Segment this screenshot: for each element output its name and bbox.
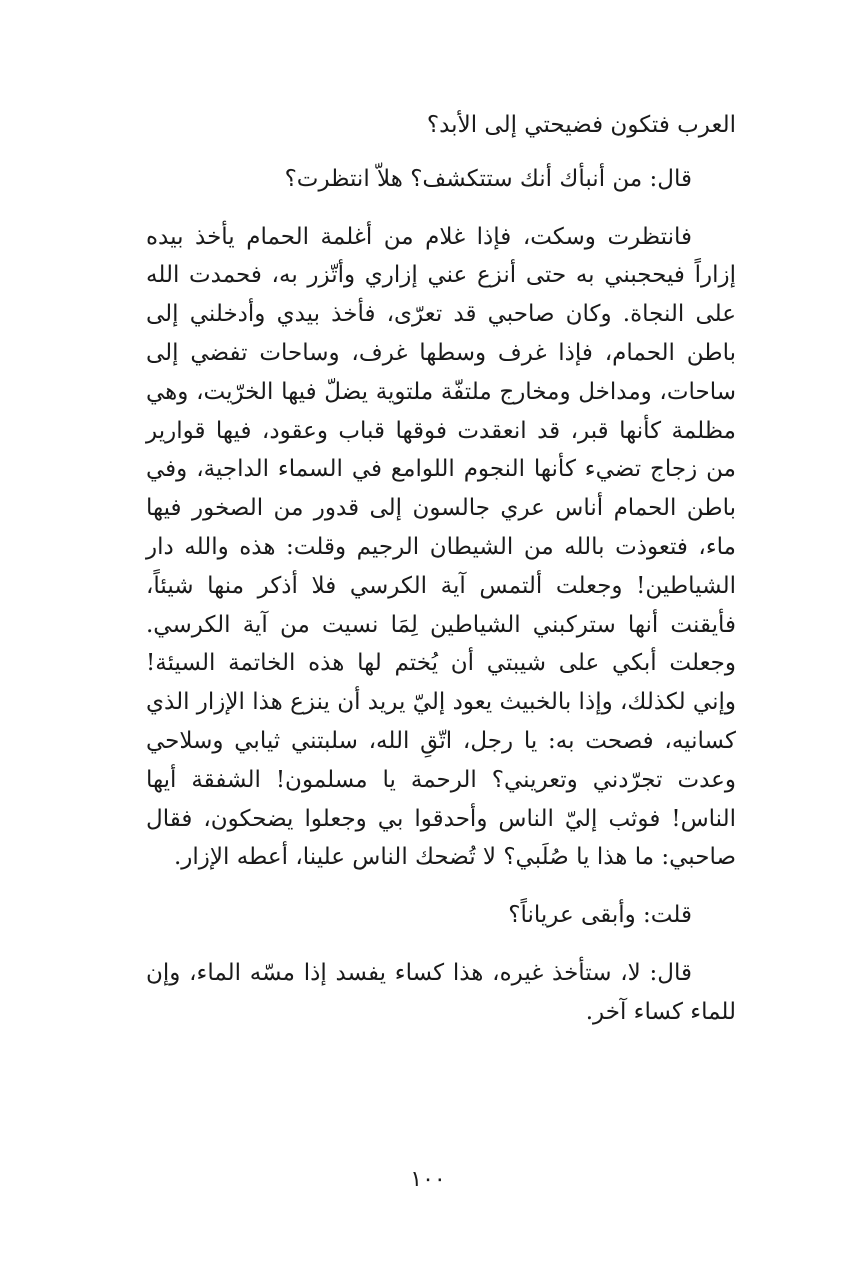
- paragraph-dialogue-answer: قال: لا، ستأخذ غيره، هذا كساء يفسد إذا مسّه الماء، وإن للماء كساء آخر.: [146, 959, 736, 1025]
- page-body-text: [146, 106, 736, 1032]
- page-number: ١٠٠: [410, 1167, 446, 1192]
- paragraph-dialogue-reply: قلت: وأبقى عرياناً؟: [508, 902, 692, 929]
- paragraph-dialogue-question: قال: من أنبأك أنك ستتكشف؟ هلاّ انتظرت؟: [284, 165, 692, 192]
- paragraph-continuation: العرب فتكون فضيحتي إلى الأبد؟: [426, 112, 736, 138]
- paragraph-narrative: فانتظرت وسكت، فإذا غلام من أغلمة الحمام يأخذ بيده إزاراً فيحجبني به حتى أنزع عني إزاري وأتّزر به، فحمدت الله على النجاة. وكان صاحبي قد تعرّى، فأخذ بيدي وأدخلني إلى باطن الحمام، فإذا غرف وسطها غرف، وساحات تفضي إلى ساحات، ومداخل ومخارج ملتفّة ملتوية يضلّ فيها الخرّيت، وهي مظلمة كأنها قبر، قد انعقدت فوقها قباب وعقود، فيها قوارير من زجاج تضيء كأنها النجوم اللوامع في السماء الداجية، وفي باطن الحمام أناس عري جالسون إلى قدور من الصخور فيها ماء، فتعوذت بالله من الشيطان الرجيم وقلت: هذه والله دار الشياطين! وجعلت ألتمس آية الكرسي فلا أذكر منها شيئاً، فأيقنت أنها ستركبني الشياطين لِمَا نسيت من آية الكرسي. وجعلت أبكي على شيبتي أن يُختم لها هذه الخاتمة السيئة! وإني لكذلك، وإذا بالخبيث يعود إليّ يريد أن ينزع هذا الإزار الذي كسانيه، فصحت به: يا رجل، اتّقِ الله، سلبتني ثيابي وسلاحي وعدت تجرّدني وتعريني؟ الرحمة يا مسلمون! الشفقة أيها الناس! فوثب إليّ الناس وأحدقوا بي وجعلوا يضحكون، فقال صاحبي: ما هذا يا صُلَبي؟ لا تُضحك الناس علينا، أعطه الإزار.: [146, 223, 736, 871]
